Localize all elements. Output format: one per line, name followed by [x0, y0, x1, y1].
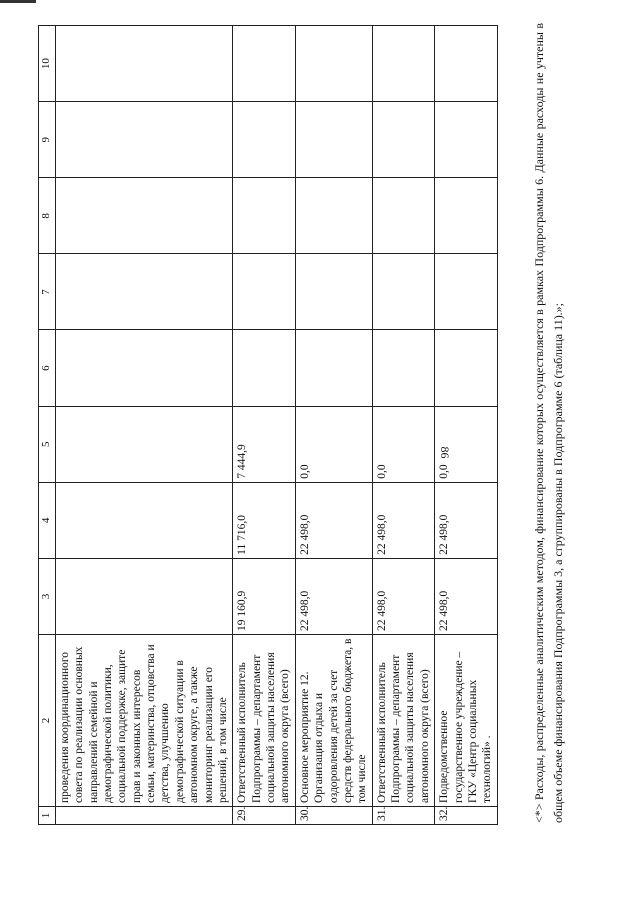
- cell-col5: 7 444,9: [233, 406, 296, 482]
- header-cell: 5: [39, 406, 56, 482]
- cell-col7: [55, 254, 233, 330]
- budget-table: [38, 25, 498, 825]
- cell-col10: [295, 26, 372, 102]
- row-description: Ответственный исполнитель Подпрограммы – департамент социальной защиты населения автономного округа (всего): [233, 635, 296, 807]
- row-number: 30.: [295, 807, 372, 825]
- cell-col4: 22 498,0: [372, 482, 435, 558]
- cell-col9: [372, 102, 435, 178]
- row-description: Ответственный исполнитель Подпрограммы – департамент социальной защиты населения автономного округа (всего): [372, 635, 435, 807]
- cell-col5: 0,0: [435, 406, 498, 482]
- page-number: 86: [438, 446, 452, 459]
- cell-col3: 22 498,0: [435, 558, 498, 634]
- cell-col8: [372, 178, 435, 254]
- cell-col10: [372, 26, 435, 102]
- cell-col5: [55, 406, 233, 482]
- header-cell: 6: [39, 330, 56, 406]
- header-cell: 9: [39, 102, 56, 178]
- footnote: <*> Расходы, распределенные аналитическим методом, финансирование которых осуществляется в рамках Подпрограммы 6. Данные расходы не учтены в общем объеме финансирования Подпрограммы 3, а сгруппированы в Подпрограмме 6 (таблица 11).»;: [532, 23, 565, 823]
- cell-col6: [233, 330, 296, 406]
- cell-col10: [435, 26, 498, 102]
- table-row: [295, 26, 372, 825]
- table-row: [435, 26, 498, 825]
- cell-col9: [295, 102, 372, 178]
- header-cell: 10: [39, 26, 56, 102]
- table-row: [372, 26, 435, 825]
- row-number: 29.: [233, 807, 296, 825]
- cell-col5: 0,0: [295, 406, 372, 482]
- cell-col8: [295, 178, 372, 254]
- row-description: Основное мероприятие 12. Организация отдыха и оздоровления детей за счет средств федерального бюджета, в том числе: [295, 635, 372, 807]
- cell-col8: [233, 178, 296, 254]
- cell-col6: [372, 330, 435, 406]
- table-header-row: [39, 26, 56, 825]
- cell-col7: [435, 254, 498, 330]
- cell-col10: [55, 26, 233, 102]
- cell-col6: [295, 330, 372, 406]
- header-cell: 8: [39, 178, 56, 254]
- cell-col5: 0,0: [372, 406, 435, 482]
- cell-col3: 19 160,9: [233, 558, 296, 634]
- cell-col7: [372, 254, 435, 330]
- cell-col8: [55, 178, 233, 254]
- cell-col3: [55, 558, 233, 634]
- cell-col6: [435, 330, 498, 406]
- header-cell: 4: [39, 482, 56, 558]
- cell-col4: 11 716,0: [233, 482, 296, 558]
- cell-col7: [295, 254, 372, 330]
- cell-col9: [55, 102, 233, 178]
- header-cell: 1: [39, 807, 56, 825]
- row-number: [55, 807, 233, 825]
- cell-col6: [55, 330, 233, 406]
- cell-col10: [233, 26, 296, 102]
- row-number: 31.: [372, 807, 435, 825]
- row-description: проведения координационного совета по реализации основных направлений семейной и демографической политики, социальной поддержке, защите прав и законных интересов семьи, материнства, отцовства и детства, улучшению демографической ситуации в автономном округе, а также мониторинг реализации его решений, в том числе: [55, 635, 233, 807]
- cell-col4: [55, 482, 233, 558]
- cell-col8: [435, 178, 498, 254]
- header-cell: 2: [39, 635, 56, 807]
- header-cell: 7: [39, 254, 56, 330]
- cell-col9: [233, 102, 296, 178]
- cell-col3: 22 498,0: [372, 558, 435, 634]
- row-number: 32.: [435, 807, 498, 825]
- row-description: Подведомственное государственное учреждение – ГКУ «Центр социальных технологий» .: [435, 635, 498, 807]
- cell-col4: 22 498,0: [295, 482, 372, 558]
- table-row: [233, 26, 296, 825]
- header-cell: 3: [39, 558, 56, 634]
- cell-col9: [435, 102, 498, 178]
- cell-col3: 22 498,0: [295, 558, 372, 634]
- table-row: [55, 26, 233, 825]
- cell-col7: [233, 254, 296, 330]
- cell-col4: 22 498,0: [435, 482, 498, 558]
